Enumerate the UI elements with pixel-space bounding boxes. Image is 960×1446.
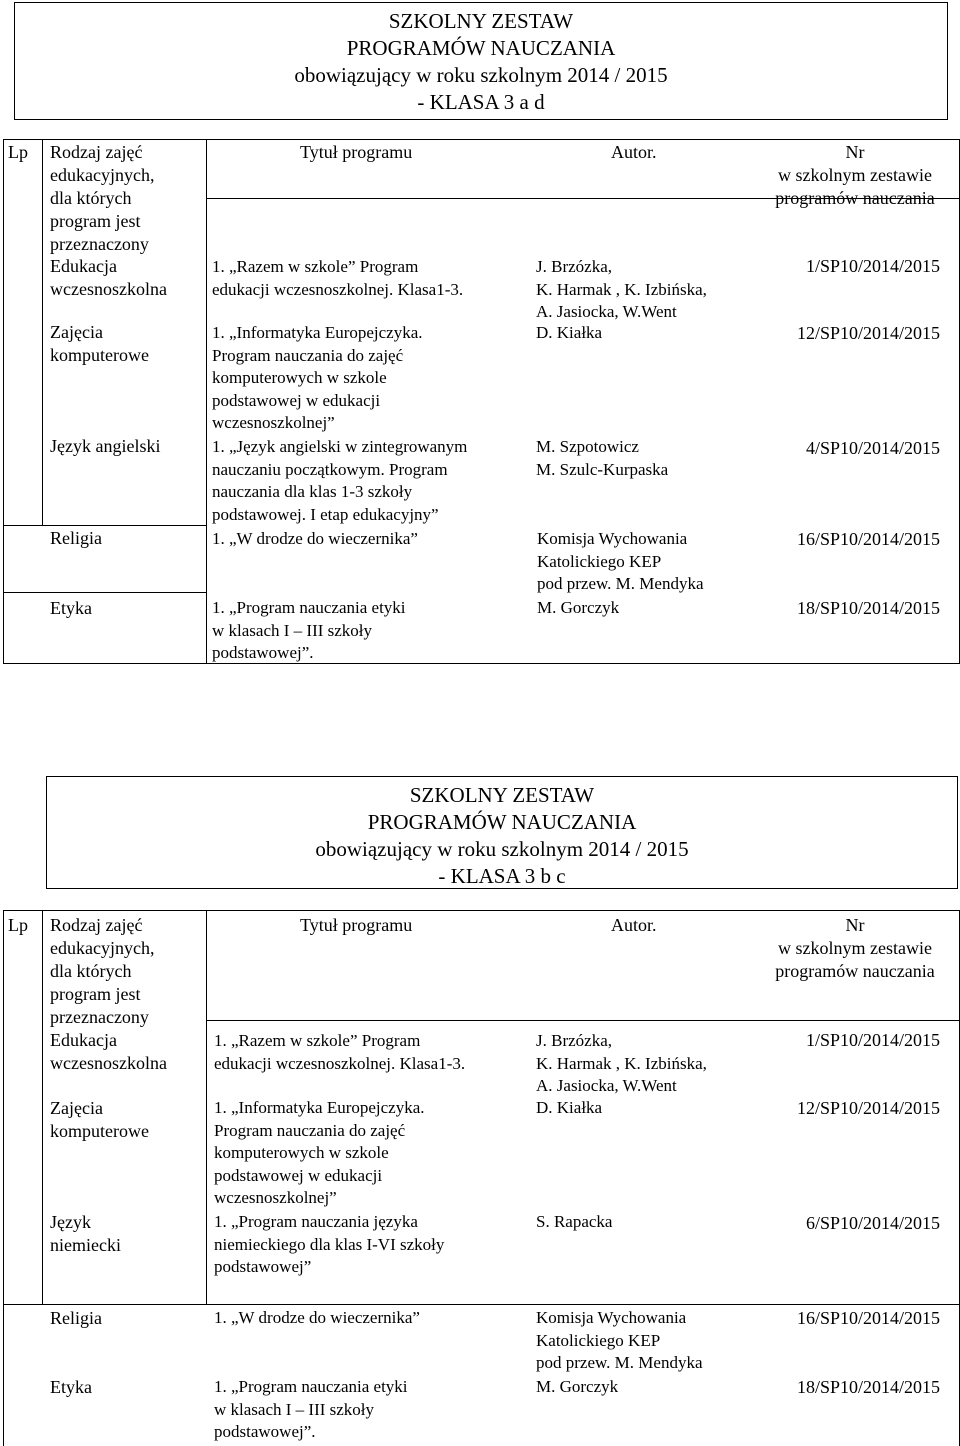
doc1-subject-line: komputerowe — [50, 345, 149, 365]
doc2-program-line: niemieckiego dla klas I-VI szkoły — [214, 1234, 445, 1254]
doc1-program-line: nauczania dla klas 1-3 szkoły — [212, 482, 413, 501]
doc2-row-nr: 12/SP10/2014/2015 — [796, 1098, 940, 1118]
doc2-author-line: S. Rapacka — [536, 1212, 613, 1231]
doc2-header-subject — [50, 914, 154, 1029]
doc1-header-subject-line: Rodzaj zajęć — [50, 142, 143, 162]
doc1-row-author — [537, 597, 619, 620]
doc1-subject-line: Zajęcia — [50, 322, 103, 342]
doc1-header-nr — [752, 141, 958, 210]
doc2-row-author — [536, 1097, 602, 1120]
doc2-author-line: M. Gorczyk — [536, 1377, 619, 1396]
doc1-header-lp: Lp — [8, 142, 28, 162]
doc1-author-line: M. Szpotowicz — [536, 437, 639, 456]
doc2-divider-lp — [42, 910, 43, 1304]
doc1-row-subject — [50, 255, 167, 301]
doc1-divider-etyka — [3, 592, 207, 593]
doc2-author-line: A. Jasiocka, W.Went — [536, 1076, 677, 1095]
doc2-divider-religia — [3, 1304, 960, 1305]
doc2-row-nr: 6/SP10/2014/2015 — [805, 1213, 940, 1233]
doc2-row-author — [536, 1307, 703, 1375]
doc2-row-subject — [50, 1376, 92, 1399]
doc1-program-line: 1. „W drodze do wieczernika” — [212, 529, 418, 548]
doc2-program-line: podstawowej”. — [214, 1422, 316, 1441]
doc2-program-line: 1. „Program nauczania języka — [214, 1212, 418, 1231]
doc2-header-subject-line: program jest — [50, 984, 141, 1004]
doc2-author-line: K. Harmak , K. Izbińska, — [536, 1053, 707, 1073]
doc2-header-subject-line: dla których — [50, 961, 132, 981]
doc1-row-nr: 12/SP10/2014/2015 — [796, 323, 940, 343]
doc2-program-line: Program nauczania do zajęć — [214, 1120, 406, 1140]
doc2-author-line: D. Kiałka — [536, 1098, 603, 1117]
doc1-row-nr: 16/SP10/2014/2015 — [796, 529, 940, 549]
doc2-header-subject-line: przeznaczony — [50, 1007, 149, 1027]
doc2-subject-line: Zajęcia — [50, 1098, 103, 1118]
doc1-program-line: w klasach I – III szkoły — [212, 620, 373, 640]
doc2-title-line: SZKOLNY ZESTAW — [409, 783, 595, 807]
doc2-author-line: pod przew. M. Mendyka — [536, 1353, 703, 1372]
doc1-program-line: 1. „Program nauczania etyki — [212, 598, 406, 617]
doc2-row-nr: 16/SP10/2014/2015 — [796, 1308, 940, 1328]
doc1-program-line: edukacji wczesnoszkolnej. Klasa1-3. — [212, 279, 464, 299]
doc2-subject-line: niemiecki — [50, 1235, 121, 1255]
doc1-row-subject — [50, 527, 102, 550]
doc1-subject-line: Edukacja — [50, 256, 117, 276]
doc2-program-line: wczesnoszkolnej” — [214, 1188, 337, 1207]
doc2-author-line: Komisja Wychowania — [536, 1308, 687, 1327]
doc2-subject-line: komputerowe — [50, 1121, 149, 1141]
doc2-subject-line: wczesnoszkolna — [50, 1053, 167, 1073]
doc1-row-program — [212, 436, 467, 526]
doc2-program-line: 1. „Program nauczania etyki — [214, 1377, 408, 1396]
doc1-author-line: Katolickiego KEP — [537, 551, 662, 571]
doc2-row-program — [214, 1211, 444, 1279]
doc1-program-line: komputerowych w szkole — [212, 368, 387, 387]
doc1-subject-line: Etyka — [50, 598, 92, 618]
doc2-program-line: 1. „W drodze do wieczernika” — [214, 1308, 420, 1327]
doc1-program-line: wczesnoszkolnej” — [212, 413, 335, 432]
doc2-header-author: Autor. — [611, 915, 657, 935]
doc1-row-nr: 1/SP10/2014/2015 — [805, 256, 940, 276]
doc2-header-nr-line: programów nauczania — [775, 961, 935, 981]
doc2-title-line: - KLASA 3 b c — [438, 864, 566, 888]
doc1-title-line: - KLASA 3 a d — [417, 90, 545, 114]
doc1-row-program — [212, 528, 418, 551]
doc1-program-line: 1. „Język angielski w zintegrowanym — [212, 437, 468, 456]
doc2-divider-header — [206, 1020, 960, 1021]
doc2-row-program — [214, 1376, 408, 1444]
doc2-program-line: edukacji wczesnoszkolnej. Klasa1-3. — [214, 1053, 466, 1073]
doc2-title-line: obowiązujący w roku szkolnym 2014 / 2015 — [315, 837, 689, 861]
doc1-title-line: PROGRAMÓW NAUCZANIA — [346, 36, 616, 60]
doc2-row-subject — [50, 1029, 167, 1075]
doc2-header-nr — [752, 914, 958, 983]
doc1-header-subject-line: edukacyjnych, — [50, 165, 155, 185]
doc1-divider-lp — [42, 139, 43, 525]
doc1-row-nr: 4/SP10/2014/2015 — [805, 438, 940, 458]
doc1-row-subject — [50, 321, 149, 367]
doc1-author-line: M. Szulc-Kurpaska — [536, 459, 669, 479]
doc2-program-line: podstawowej w edukacji — [214, 1165, 383, 1185]
doc2-program-line: 1. „Informatyka Europejczyka. — [214, 1098, 425, 1117]
doc1-header-title: Tytuł programu — [300, 142, 413, 162]
doc2-header-subject-line: edukacyjnych, — [50, 938, 155, 958]
doc1-header-author: Autor. — [611, 142, 657, 162]
doc2-row-nr: 18/SP10/2014/2015 — [796, 1377, 940, 1397]
doc2-author-line: Katolickiego KEP — [536, 1330, 661, 1350]
doc1-row-subject — [50, 597, 92, 620]
doc1-program-line: 1. „Informatyka Europejczyka. — [212, 323, 423, 342]
doc1-header-subject-line: przeznaczony — [50, 234, 149, 254]
doc1-header-nr-line: w szkolnym zestawie — [778, 165, 932, 185]
doc1-title-line: SZKOLNY ZESTAW — [388, 9, 574, 33]
doc2-header-nr-line: w szkolnym zestawie — [778, 938, 932, 958]
doc2-row-subject — [50, 1211, 121, 1257]
doc2-program-line: komputerowych w szkole — [214, 1143, 389, 1162]
doc2-subject-line: Etyka — [50, 1377, 92, 1397]
doc2-program-line: 1. „Razem w szkole” Program — [214, 1031, 421, 1050]
doc2-program-line: podstawowej” — [214, 1257, 312, 1276]
doc1-program-line: podstawowej”. — [212, 643, 314, 662]
doc2-row-program — [214, 1097, 425, 1210]
doc1-row-author — [536, 322, 602, 345]
doc2-program-line: w klasach I – III szkoły — [214, 1399, 375, 1419]
doc2-header-lp: Lp — [8, 915, 28, 935]
doc2-row-author — [536, 1376, 618, 1399]
doc1-header-subject-line: dla których — [50, 188, 132, 208]
doc2-row-subject — [50, 1307, 102, 1330]
doc2-row-program — [214, 1307, 420, 1330]
doc1-row-author — [537, 528, 704, 596]
doc1-program-line: Program nauczania do zajęć — [212, 345, 404, 365]
doc2-title-line: PROGRAMÓW NAUCZANIA — [367, 810, 637, 834]
doc2-header-nr-line: Nr — [845, 915, 865, 935]
doc1-author-line: J. Brzózka, — [536, 257, 613, 276]
doc2-subject-line: Język — [50, 1212, 91, 1232]
doc1-author-line: K. Harmak , K. Izbińska, — [536, 279, 707, 299]
doc1-subject-line: Język angielski — [50, 436, 161, 456]
doc1-divider-subject — [206, 139, 207, 664]
doc2-row-author — [536, 1211, 612, 1234]
doc1-header-subject — [50, 141, 154, 256]
doc1-header-nr-line: programów nauczania — [775, 188, 935, 208]
doc1-program-line: podstawowej w edukacji — [212, 390, 381, 410]
doc1-subject-line: wczesnoszkolna — [50, 279, 167, 299]
doc2-title-box — [46, 776, 958, 889]
doc1-header-subject-line: program jest — [50, 211, 141, 231]
doc1-row-subject — [50, 435, 160, 458]
doc1-row-nr: 18/SP10/2014/2015 — [796, 598, 940, 618]
doc2-author-line: J. Brzózka, — [536, 1031, 613, 1050]
doc2-row-author — [536, 1030, 707, 1098]
doc1-author-line: A. Jasiocka, W.Went — [536, 302, 677, 321]
doc1-program-line: 1. „Razem w szkole” Program — [212, 257, 419, 276]
doc2-row-nr: 1/SP10/2014/2015 — [805, 1030, 940, 1050]
doc1-row-program — [212, 322, 423, 435]
doc1-author-line: pod przew. M. Mendyka — [537, 574, 704, 593]
doc1-title-line: obowiązujący w roku szkolnym 2014 / 2015 — [294, 63, 668, 87]
doc1-row-program — [212, 597, 406, 665]
doc2-row-program — [214, 1030, 465, 1075]
doc1-row-program — [212, 256, 463, 301]
doc2-divider-subject — [206, 910, 207, 1304]
doc1-title-box — [14, 2, 948, 120]
doc2-subject-line: Edukacja — [50, 1030, 117, 1050]
doc1-author-line: M. Gorczyk — [537, 598, 620, 617]
doc1-author-line: Komisja Wychowania — [537, 529, 688, 548]
doc2-row-subject — [50, 1097, 149, 1143]
doc1-author-line: D. Kiałka — [536, 323, 603, 342]
doc1-row-author — [536, 436, 668, 481]
doc2-header-title: Tytuł programu — [300, 915, 413, 935]
doc1-row-author — [536, 256, 707, 324]
doc1-program-line: nauczaniu początkowym. Program — [212, 459, 448, 479]
doc1-header-nr-line: Nr — [845, 142, 865, 162]
doc1-program-line: podstawowej. I etap edukacyjny” — [212, 504, 439, 524]
doc1-subject-line: Religia — [50, 528, 102, 548]
doc2-header-subject-line: Rodzaj zajęć — [50, 915, 143, 935]
doc2-subject-line: Religia — [50, 1308, 102, 1328]
doc1-divider-religia — [3, 525, 207, 526]
